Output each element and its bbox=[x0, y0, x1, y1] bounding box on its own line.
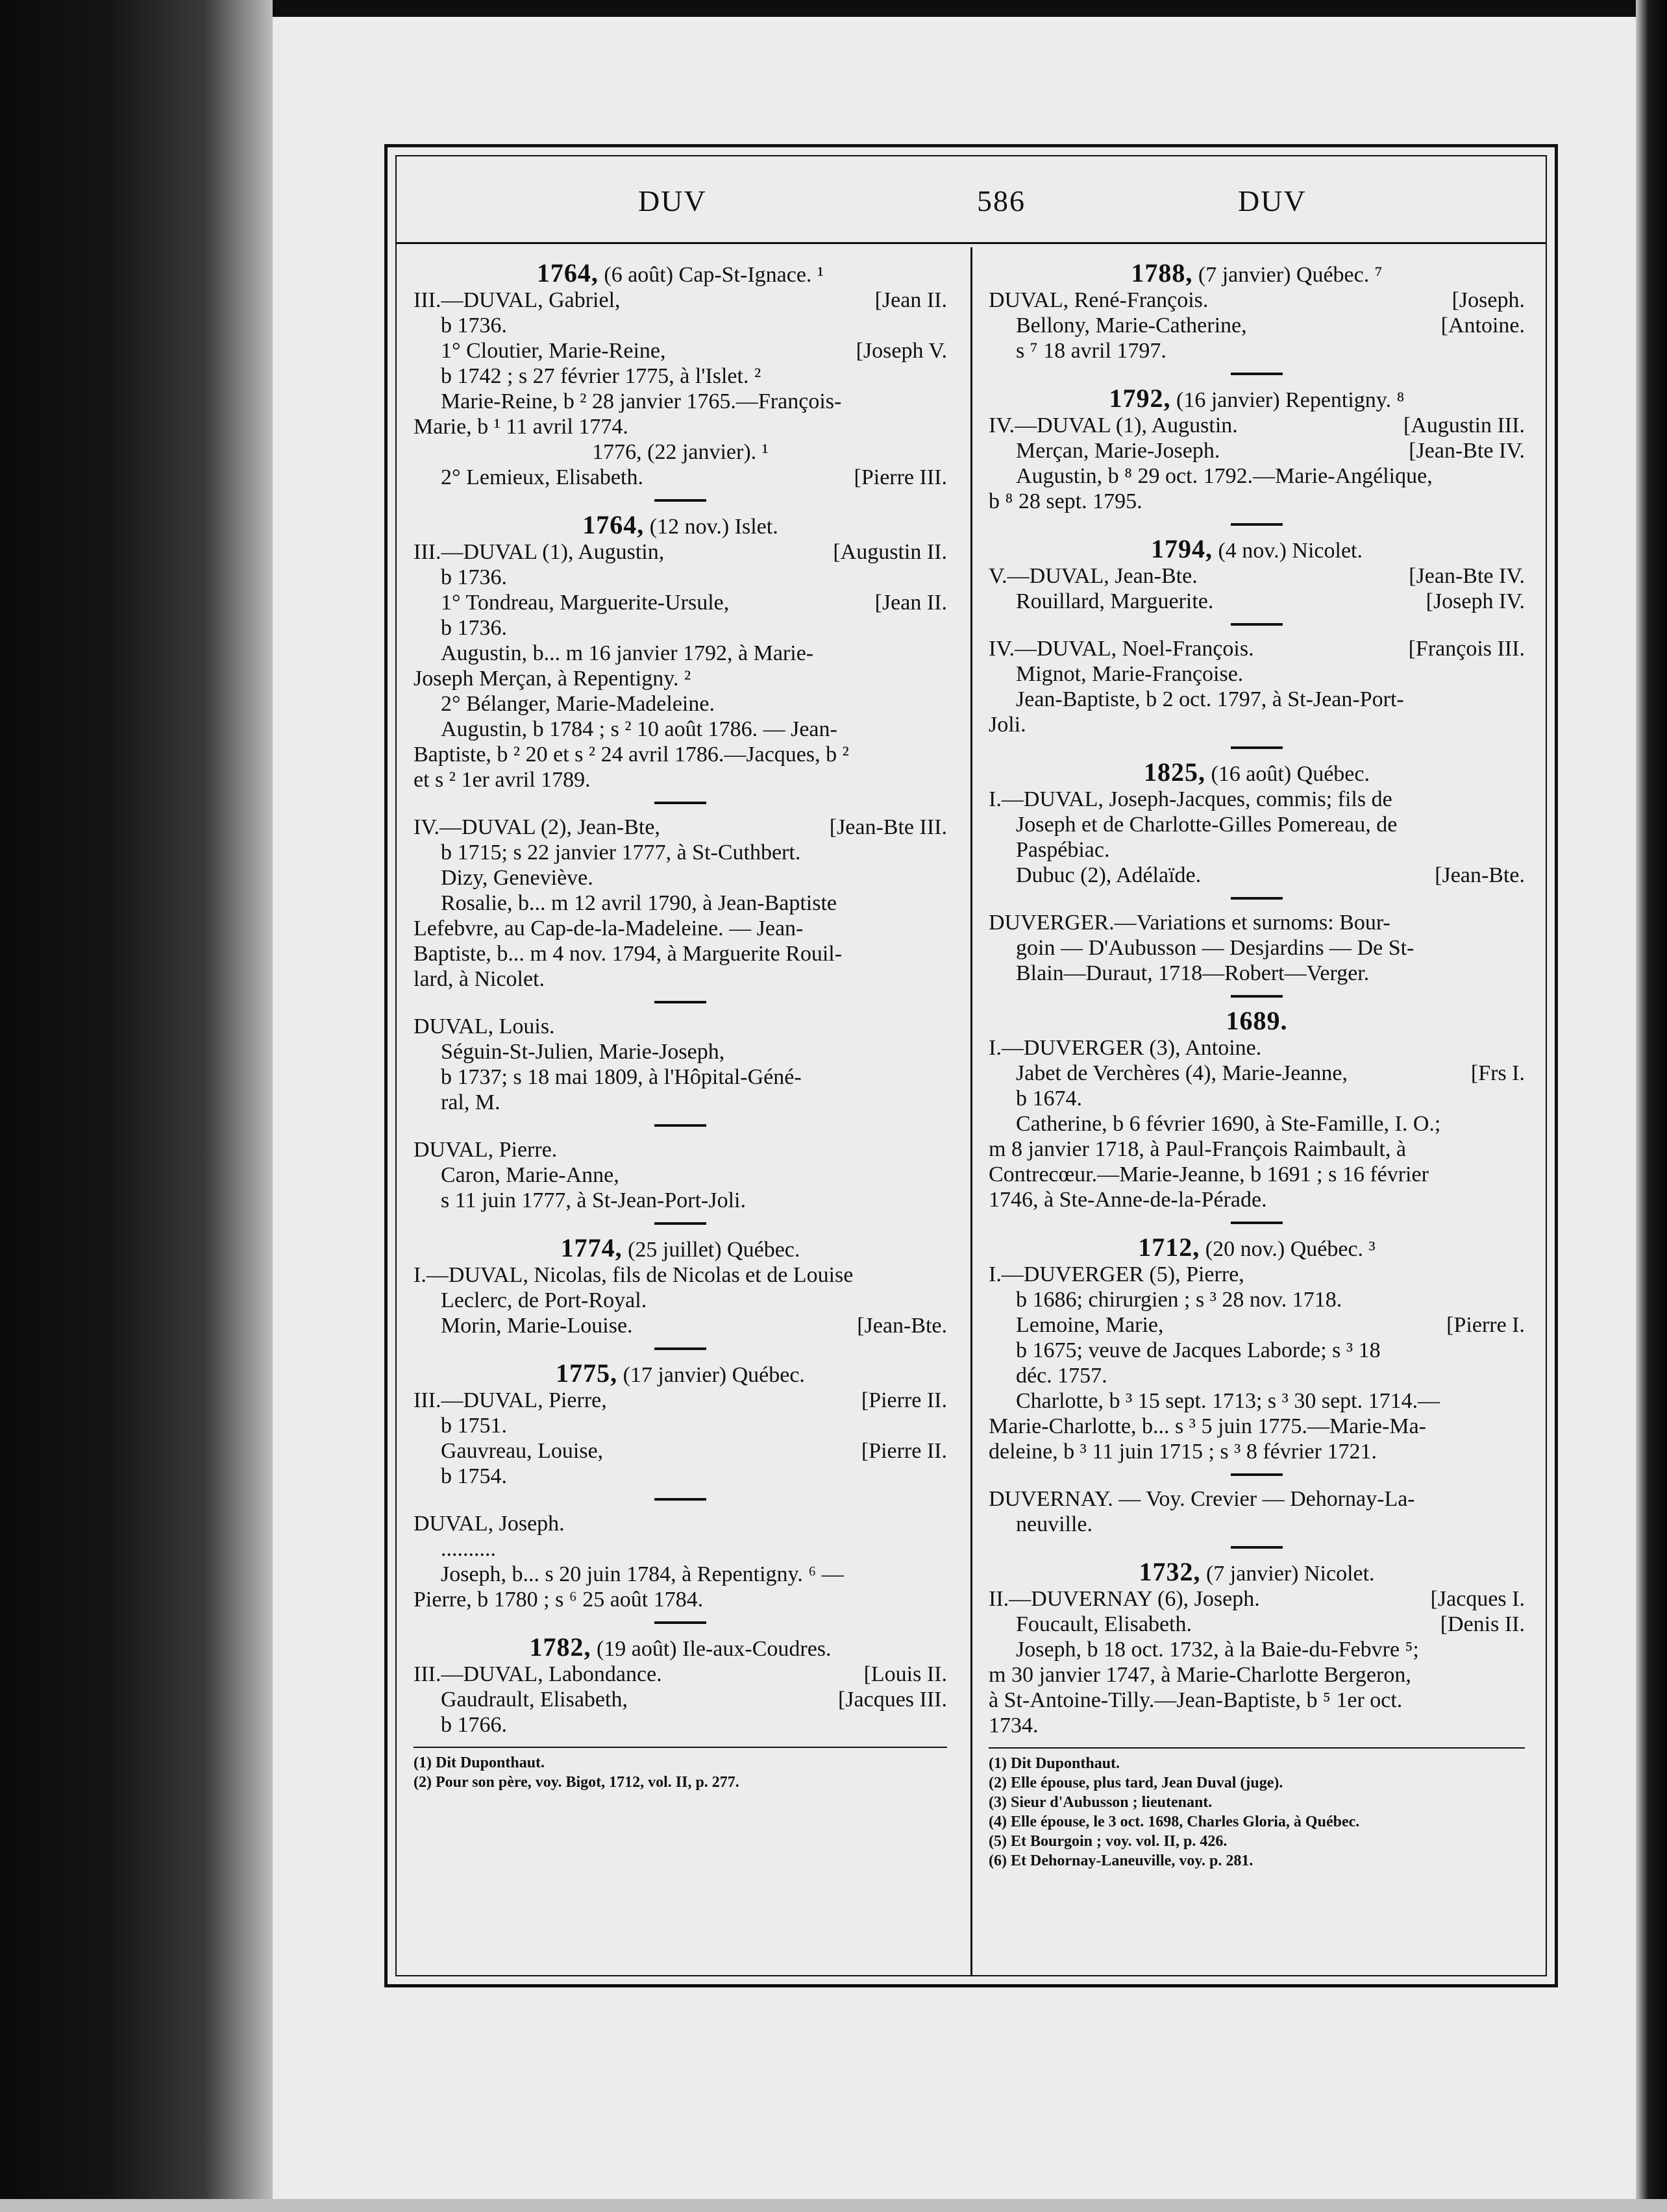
marriage-date-heading bbox=[989, 1235, 1525, 1262]
entry-text: Dubuc (2), Adélaïde. bbox=[1016, 863, 1202, 887]
entry-text: DUVAL, Joseph. bbox=[414, 1512, 565, 1536]
marriage-date-heading bbox=[989, 1008, 1525, 1035]
entry-text: DUVAL, Pierre. bbox=[414, 1138, 558, 1162]
entry-line bbox=[414, 389, 947, 414]
entry-line bbox=[989, 313, 1525, 338]
entry-line bbox=[989, 687, 1525, 712]
entry-date-place: (4 nov.) Nicolet. bbox=[1212, 539, 1363, 563]
genealogy-entry bbox=[989, 910, 1525, 986]
entry-line bbox=[414, 313, 947, 338]
footnote: (6) Et Dehornay-Laneuville, voy. p. 281. bbox=[989, 1852, 1253, 1869]
entry-text: Bellony, Marie-Catherine, bbox=[1016, 313, 1247, 338]
genealogy-entry bbox=[414, 1360, 947, 1489]
entry-text: Catherine, b 6 février 1690, à Ste-Famille, I. O.; bbox=[1016, 1112, 1441, 1136]
entry-text: Baptiste, b... m 4 nov. 1794, à Marguerite Rouil- bbox=[414, 942, 843, 966]
entry-line bbox=[414, 590, 947, 615]
entry-line bbox=[989, 1338, 1525, 1363]
entry-line bbox=[989, 1637, 1525, 1662]
entry-date-place: (7 janvier) Québec. ⁷ bbox=[1192, 263, 1383, 287]
entry-text: Charlotte, b ³ 15 sept. 1713; s ³ 30 sept. 1714.— bbox=[1016, 1389, 1440, 1413]
entry-text: Blain—Duraut, 1718—Robert—Verger. bbox=[1016, 961, 1370, 985]
entry-text: b 1736. bbox=[441, 565, 507, 589]
marriage-date-heading bbox=[989, 759, 1525, 787]
footnote-rule bbox=[414, 1747, 947, 1748]
parent-bracket: [Jacques I. bbox=[1430, 1587, 1525, 1611]
entry-line bbox=[989, 1612, 1525, 1637]
entry-year: 1825, bbox=[1143, 757, 1205, 787]
parent-bracket: [Louis II. bbox=[863, 1662, 947, 1686]
entry-text: IV.—DUVAL (1), Augustin. bbox=[989, 413, 1238, 437]
entry-date-place: (19 août) Ile-aux-Coudres. bbox=[591, 1637, 832, 1661]
parent-bracket: [Jean-Bte III. bbox=[829, 815, 947, 839]
entry-separator bbox=[654, 802, 706, 804]
entry-text: à St-Antoine-Tilly.—Jean-Baptiste, b ⁵ 1er oct. bbox=[989, 1688, 1403, 1712]
entry-text: 1° Tondreau, Marguerite-Ursule, bbox=[441, 591, 730, 615]
entry-text: Foucault, Elisabeth. bbox=[1016, 1612, 1192, 1636]
entry-line bbox=[414, 1536, 947, 1562]
entry-line bbox=[414, 1064, 947, 1090]
entry-text: b 1736. bbox=[441, 616, 507, 640]
footnote: (2) Elle épouse, plus tard, Jean Duval (juge). bbox=[989, 1775, 1283, 1791]
parent-bracket: [Jean-Bte IV. bbox=[1409, 564, 1525, 588]
entry-line bbox=[414, 865, 947, 891]
entry-text: b 1686; chirurgien ; s ³ 28 nov. 1718. bbox=[1016, 1288, 1342, 1312]
entry-text: Joseph et de Charlotte-Gilles Pomereau, de bbox=[1016, 813, 1398, 837]
genealogy-entry bbox=[414, 512, 947, 793]
entry-separator bbox=[1231, 1222, 1283, 1224]
entry-text: Lefebvre, au Cap-de-la-Madeleine. — Jean- bbox=[414, 916, 804, 940]
page-inner-frame bbox=[395, 155, 1547, 1976]
entry-date-place: (16 août) Québec. bbox=[1205, 762, 1370, 786]
entry-separator bbox=[1231, 897, 1283, 900]
entry-separator bbox=[1231, 523, 1283, 526]
entry-line bbox=[989, 1035, 1525, 1061]
entry-line bbox=[414, 1464, 947, 1489]
parent-bracket: [François III. bbox=[1408, 637, 1525, 661]
entry-text: et s ² 1er avril 1789. bbox=[414, 768, 591, 792]
genealogy-entry bbox=[989, 1235, 1525, 1464]
parent-bracket: [Jean-Bte IV. bbox=[1409, 439, 1525, 463]
entry-line bbox=[989, 837, 1525, 863]
entry-date-place: (25 juillet) Québec. bbox=[622, 1238, 800, 1262]
entry-text: Marie, b ¹ 11 avril 1774. bbox=[414, 415, 628, 439]
entry-text: IV.—DUVAL, Noel-François. bbox=[989, 637, 1254, 661]
entry-text: DUVERGER.—Variations et surnoms: Bour- bbox=[989, 911, 1390, 935]
entry-line bbox=[414, 717, 947, 742]
entry-line bbox=[414, 1137, 947, 1162]
entry-text: déc. 1757. bbox=[1016, 1364, 1107, 1388]
entry-line bbox=[414, 1438, 947, 1464]
entry-line bbox=[989, 1688, 1525, 1713]
entry-line bbox=[989, 1713, 1525, 1738]
entry-text: DUVERNAY. — Voy. Crevier — Dehornay-La- bbox=[989, 1487, 1415, 1511]
entry-line bbox=[414, 1014, 947, 1039]
page-number: 586 bbox=[977, 184, 1026, 217]
footnote-rule bbox=[989, 1747, 1525, 1749]
entry-line bbox=[989, 438, 1525, 463]
entry-date-place: (17 janvier) Québec. bbox=[617, 1363, 805, 1387]
entry-text: Augustin, b 1784 ; s ² 10 août 1786. — Jean- bbox=[441, 717, 837, 741]
marriage-date-heading bbox=[414, 1360, 947, 1388]
entry-line bbox=[414, 691, 947, 717]
genealogy-entry bbox=[989, 1486, 1525, 1537]
entry-separator bbox=[654, 1347, 706, 1350]
entry-line bbox=[989, 338, 1525, 363]
entry-line bbox=[989, 489, 1525, 514]
entry-text: I.—DUVAL, Nicolas, fils de Nicolas et de Louise bbox=[414, 1263, 854, 1287]
left-column bbox=[414, 260, 947, 1792]
right-column bbox=[989, 260, 1525, 1871]
scan-binding-shadow bbox=[0, 0, 273, 2212]
marriage-date-heading bbox=[989, 386, 1525, 413]
entry-line bbox=[414, 338, 947, 363]
entry-line bbox=[989, 661, 1525, 687]
parent-bracket: [Antoine. bbox=[1440, 313, 1525, 338]
marriage-date-heading bbox=[989, 536, 1525, 563]
entry-text: b 1742 ; s 27 février 1775, à l'Islet. ² bbox=[441, 364, 761, 388]
entry-line bbox=[414, 891, 947, 916]
entry-line bbox=[989, 910, 1525, 935]
entry-text: Augustin, b ⁸ 29 oct. 1792.—Marie-Angélique, bbox=[1016, 464, 1433, 488]
entry-text: m 8 janvier 1718, à Paul-François Raimbault, à bbox=[989, 1137, 1407, 1161]
entry-text: 1° Cloutier, Marie-Reine, bbox=[441, 339, 666, 363]
entry-text: Joli. bbox=[989, 713, 1026, 737]
entry-text: b ⁸ 28 sept. 1795. bbox=[989, 489, 1142, 513]
entry-line bbox=[414, 288, 947, 313]
entry-text: b 1736. bbox=[441, 313, 507, 338]
entry-line bbox=[989, 1439, 1525, 1464]
entry-text: III.—DUVAL, Pierre, bbox=[414, 1388, 607, 1412]
entry-line bbox=[989, 563, 1525, 589]
entry-date-place: (16 janvier) Repentigny. ⁸ bbox=[1170, 388, 1405, 412]
entry-date-place: (7 janvier) Nicolet. bbox=[1200, 1562, 1375, 1586]
entry-year: 1689. bbox=[1226, 1006, 1288, 1035]
entry-year: 1782, bbox=[529, 1632, 591, 1662]
entry-separator bbox=[1231, 1546, 1283, 1549]
entry-line bbox=[989, 1162, 1525, 1187]
entry-line bbox=[414, 641, 947, 666]
entry-line bbox=[989, 1086, 1525, 1111]
entry-text: .......... bbox=[441, 1537, 496, 1561]
entry-line bbox=[414, 565, 947, 590]
entry-text: Séguin-St-Julien, Marie-Joseph, bbox=[441, 1040, 725, 1064]
entry-text: Joseph, b... s 20 juin 1784, à Repentigny. ⁶ — bbox=[441, 1562, 844, 1586]
entry-text: Marie-Reine, b ² 28 janvier 1765.—François- bbox=[441, 389, 842, 413]
entry-line bbox=[414, 1413, 947, 1438]
entry-text: IV.—DUVAL (2), Jean-Bte, bbox=[414, 815, 660, 839]
entry-line bbox=[414, 840, 947, 865]
entry-text: II.—DUVERNAY (6), Joseph. bbox=[989, 1587, 1260, 1611]
entry-text: Contrecœur.—Marie-Jeanne, b 1691 ; s 16 février bbox=[989, 1162, 1429, 1186]
entry-text: I.—DUVERGER (3), Antoine. bbox=[989, 1036, 1262, 1060]
entry-line bbox=[414, 1687, 947, 1712]
entry-line bbox=[989, 712, 1525, 737]
entry-date-place: (20 nov.) Québec. ³ bbox=[1200, 1237, 1376, 1261]
footnote: (1) Dit Duponthaut. bbox=[989, 1755, 1120, 1772]
entry-text: Gauvreau, Louise, bbox=[441, 1439, 604, 1463]
genealogy-entry bbox=[989, 759, 1525, 888]
entry-text: s ⁷ 18 avril 1797. bbox=[1016, 339, 1167, 363]
entry-text: Merçan, Marie-Joseph. bbox=[1016, 439, 1220, 463]
entry-text: lard, à Nicolet. bbox=[414, 967, 545, 991]
entry-text: b 1737; s 18 mai 1809, à l'Hôpital-Géné- bbox=[441, 1065, 802, 1089]
entry-year: 1774, bbox=[560, 1233, 623, 1262]
entry-line bbox=[989, 636, 1525, 661]
marriage-date-heading bbox=[414, 512, 947, 539]
entry-year: 1712, bbox=[1138, 1233, 1200, 1262]
entry-text: III.—DUVAL, Gabriel, bbox=[414, 288, 621, 312]
entry-text: DUVAL, Louis. bbox=[414, 1014, 555, 1038]
entry-text: Jabet de Verchères (4), Marie-Jeanne, bbox=[1016, 1061, 1348, 1085]
entry-line bbox=[414, 465, 947, 490]
entry-text: ral, M. bbox=[441, 1090, 500, 1114]
entry-line bbox=[414, 1313, 947, 1338]
entry-line bbox=[989, 589, 1525, 614]
entry-line bbox=[989, 463, 1525, 489]
entry-line bbox=[414, 1662, 947, 1687]
genealogy-entry bbox=[989, 536, 1525, 614]
entry-text: III.—DUVAL (1), Augustin, bbox=[414, 540, 665, 564]
parent-bracket: [Augustin II. bbox=[833, 540, 947, 564]
parent-bracket: [Pierre II. bbox=[861, 1439, 947, 1463]
entry-line bbox=[414, 363, 947, 389]
entry-text: deleine, b ³ 11 juin 1715 ; s ³ 8 février 1721. bbox=[989, 1440, 1377, 1464]
genealogy-entry bbox=[989, 1008, 1525, 1212]
entry-text: b 1674. bbox=[1016, 1087, 1082, 1111]
entry-separator bbox=[654, 1498, 706, 1501]
entry-text: I.—DUVERGER (5), Pierre, bbox=[989, 1262, 1244, 1286]
entry-line bbox=[989, 1662, 1525, 1688]
entry-separator bbox=[654, 499, 706, 502]
entry-line bbox=[414, 1288, 947, 1313]
entry-year: 1764, bbox=[582, 510, 645, 539]
entry-text: Joseph Merçan, à Repentigny. ² bbox=[414, 667, 691, 691]
entry-text: 2° Bélanger, Marie-Madeleine. bbox=[441, 692, 715, 716]
entry-text: Baptiste, b ² 20 et s ² 24 avril 1786.—Jacques, b ² bbox=[414, 743, 849, 767]
entry-date-place: (6 août) Cap-St-Ignace. ¹ bbox=[598, 263, 824, 287]
parent-bracket: [Frs I. bbox=[1470, 1061, 1525, 1085]
entry-separator bbox=[654, 1001, 706, 1003]
marriage-date-heading bbox=[414, 1235, 947, 1262]
entry-separator bbox=[654, 1222, 706, 1225]
parent-bracket: [Pierre II. bbox=[861, 1388, 947, 1412]
entry-text: Pierre, b 1780 ; s ⁶ 25 août 1784. bbox=[414, 1588, 704, 1612]
entry-text: V.—DUVAL, Jean-Bte. bbox=[989, 564, 1198, 588]
marriage-date-heading bbox=[414, 1634, 947, 1662]
entry-text: Lemoine, Marie, bbox=[1016, 1313, 1164, 1337]
entry-text: b 1675; veuve de Jacques Laborde; s ³ 18 bbox=[1016, 1338, 1381, 1362]
entry-line bbox=[414, 767, 947, 793]
genealogy-entry bbox=[414, 815, 947, 992]
genealogy-entry bbox=[414, 1634, 947, 1738]
entry-text: b 1715; s 22 janvier 1777, à St-Cuthbert. bbox=[441, 841, 801, 865]
entry-text: 1734. bbox=[989, 1714, 1039, 1738]
footnote: (4) Elle épouse, le 3 oct. 1698, Charles Gloria, à Québec. bbox=[989, 1813, 1360, 1830]
entry-line bbox=[989, 1137, 1525, 1162]
parent-bracket: [Denis II. bbox=[1440, 1612, 1525, 1636]
entry-line bbox=[414, 615, 947, 641]
genealogy-entry bbox=[989, 386, 1525, 514]
footnote: (5) Et Bourgoin ; voy. vol. II, p. 426. bbox=[989, 1833, 1228, 1850]
entry-separator bbox=[654, 1621, 706, 1624]
entry-text: 1746, à Ste-Anne-de-la-Pérade. bbox=[989, 1188, 1267, 1212]
entry-line bbox=[414, 1162, 947, 1188]
entry-line bbox=[989, 961, 1525, 986]
entry-line bbox=[989, 1312, 1525, 1338]
entry-text: Morin, Marie-Louise. bbox=[441, 1314, 633, 1338]
footnote: (2) Pour son père, voy. Bigot, 1712, vol. II, p. 277. bbox=[414, 1774, 739, 1791]
entry-year: 1764, bbox=[536, 258, 599, 288]
entry-line bbox=[414, 1090, 947, 1115]
genealogy-entry bbox=[989, 260, 1525, 363]
entry-text: b 1754. bbox=[441, 1464, 507, 1488]
entry-year: 1792, bbox=[1109, 384, 1171, 413]
entry-line bbox=[414, 414, 947, 439]
parent-bracket: [Jean-Bte. bbox=[1435, 863, 1525, 887]
entry-line bbox=[989, 1363, 1525, 1388]
entry-line bbox=[989, 413, 1525, 438]
scan-right-edge bbox=[1636, 0, 1667, 2212]
entry-line bbox=[989, 1061, 1525, 1086]
entry-line bbox=[414, 1511, 947, 1536]
entry-text: Marie-Charlotte, b... s ³ 5 juin 1775.—Marie-Ma- bbox=[989, 1414, 1426, 1438]
entry-year: 1775, bbox=[556, 1358, 618, 1388]
entry-year: 1788, bbox=[1131, 258, 1193, 288]
parent-bracket: [Joseph. bbox=[1451, 288, 1525, 312]
scan-bottom-edge bbox=[0, 2199, 1667, 2212]
entry-text: 1776, (22 janvier). ¹ bbox=[592, 440, 769, 464]
entry-text: neuville. bbox=[1016, 1512, 1093, 1536]
entry-text: Gaudrault, Elisabeth, bbox=[441, 1688, 628, 1712]
running-head-left: DUV bbox=[638, 184, 707, 217]
entry-line bbox=[414, 1188, 947, 1213]
entry-line bbox=[989, 1586, 1525, 1612]
entry-line bbox=[414, 966, 947, 992]
page-frame bbox=[384, 144, 1558, 1987]
entry-line bbox=[414, 1039, 947, 1064]
entry-line bbox=[989, 812, 1525, 837]
entry-text: goin — D'Aubusson — Desjardins — De St- bbox=[1016, 936, 1414, 960]
entry-text: Augustin, b... m 16 janvier 1792, à Marie- bbox=[441, 641, 814, 665]
entry-text: Caron, Marie-Anne, bbox=[441, 1163, 619, 1187]
entry-text: Rosalie, b... m 12 avril 1790, à Jean-Baptiste bbox=[441, 891, 837, 915]
entry-line bbox=[989, 1111, 1525, 1137]
entry-separator bbox=[1231, 1473, 1283, 1476]
entry-text: s 11 juin 1777, à St-Jean-Port-Joli. bbox=[441, 1188, 746, 1212]
entry-line bbox=[414, 1712, 947, 1738]
entry-text: Dizy, Geneviève. bbox=[441, 866, 593, 890]
marriage-date-heading bbox=[989, 260, 1525, 288]
entry-text: b 1766. bbox=[441, 1713, 507, 1737]
marriage-date-heading bbox=[414, 260, 947, 288]
header-rule bbox=[397, 242, 1546, 244]
marriage-date-heading bbox=[989, 1559, 1525, 1586]
entry-line bbox=[989, 1486, 1525, 1512]
parent-bracket: [Pierre III. bbox=[854, 465, 947, 489]
footnote: (1) Dit Duponthaut. bbox=[414, 1754, 545, 1771]
genealogy-entry bbox=[414, 260, 947, 490]
entry-text: Leclerc, de Port-Royal. bbox=[441, 1288, 647, 1312]
entry-line bbox=[989, 1262, 1525, 1287]
parent-bracket: [Jean II. bbox=[874, 288, 947, 312]
entry-text: b 1751. bbox=[441, 1414, 507, 1438]
entry-line bbox=[989, 935, 1525, 961]
parent-bracket: [Jean-Bte. bbox=[857, 1314, 947, 1338]
entry-text: Joseph, b 18 oct. 1732, à la Baie-du-Febvre ⁵; bbox=[1016, 1638, 1419, 1662]
entry-text: Jean-Baptiste, b 2 oct. 1797, à St-Jean-Port- bbox=[1016, 687, 1404, 711]
genealogy-entry bbox=[414, 1137, 947, 1213]
entry-text: 2° Lemieux, Elisabeth. bbox=[441, 465, 643, 489]
entry-line bbox=[414, 916, 947, 941]
entry-text: Paspébiac. bbox=[1016, 838, 1110, 862]
parent-bracket: [Jean II. bbox=[874, 591, 947, 615]
entry-line bbox=[414, 815, 947, 840]
entry-line bbox=[989, 787, 1525, 812]
entry-separator bbox=[1231, 623, 1283, 626]
entry-line bbox=[989, 1414, 1525, 1439]
entry-line bbox=[414, 742, 947, 767]
entry-line bbox=[989, 288, 1525, 313]
entry-line bbox=[989, 1512, 1525, 1537]
parent-bracket: [Joseph V. bbox=[856, 339, 947, 363]
entry-line bbox=[414, 1388, 947, 1413]
entry-separator bbox=[1231, 373, 1283, 375]
entry-line bbox=[414, 539, 947, 565]
entry-text: III.—DUVAL, Labondance. bbox=[414, 1662, 662, 1686]
parent-bracket: [Joseph IV. bbox=[1426, 589, 1525, 613]
entry-line bbox=[989, 1388, 1525, 1414]
entry-text: Mignot, Marie-Françoise. bbox=[1016, 662, 1244, 686]
genealogy-entry bbox=[414, 1014, 947, 1115]
genealogy-entry bbox=[414, 1235, 947, 1338]
entry-text: m 30 janvier 1747, à Marie-Charlotte Bergeron, bbox=[989, 1663, 1411, 1687]
entry-line bbox=[414, 1587, 947, 1612]
entry-text: I.—DUVAL, Joseph-Jacques, commis; fils de bbox=[989, 787, 1392, 811]
entry-line bbox=[414, 1562, 947, 1587]
genealogy-entry bbox=[989, 636, 1525, 737]
entry-separator bbox=[1231, 995, 1283, 998]
genealogy-entry bbox=[989, 1559, 1525, 1738]
parent-bracket: [Augustin III. bbox=[1403, 413, 1525, 437]
running-head-right: DUV bbox=[1238, 184, 1307, 217]
page-header bbox=[397, 184, 1546, 236]
entry-line bbox=[989, 1287, 1525, 1312]
entry-year: 1732, bbox=[1139, 1557, 1201, 1586]
genealogy-entry bbox=[414, 1511, 947, 1612]
entry-separator bbox=[654, 1124, 706, 1127]
parent-bracket: [Pierre I. bbox=[1446, 1313, 1525, 1337]
footnote: (3) Sieur d'Aubusson ; lieutenant. bbox=[989, 1794, 1213, 1811]
entry-line bbox=[414, 439, 947, 465]
entry-line bbox=[414, 666, 947, 691]
entry-line bbox=[414, 1262, 947, 1288]
entry-date-place: (12 nov.) Islet. bbox=[644, 515, 778, 539]
entry-text: Rouillard, Marguerite. bbox=[1016, 589, 1214, 613]
entry-separator bbox=[1231, 746, 1283, 749]
parent-bracket: [Jacques III. bbox=[837, 1688, 947, 1712]
entry-year: 1794, bbox=[1150, 534, 1213, 563]
column-divider bbox=[970, 247, 972, 1975]
entry-line bbox=[414, 941, 947, 966]
entry-line bbox=[989, 863, 1525, 888]
entry-text: DUVAL, René-François. bbox=[989, 288, 1209, 312]
entry-line bbox=[989, 1187, 1525, 1212]
